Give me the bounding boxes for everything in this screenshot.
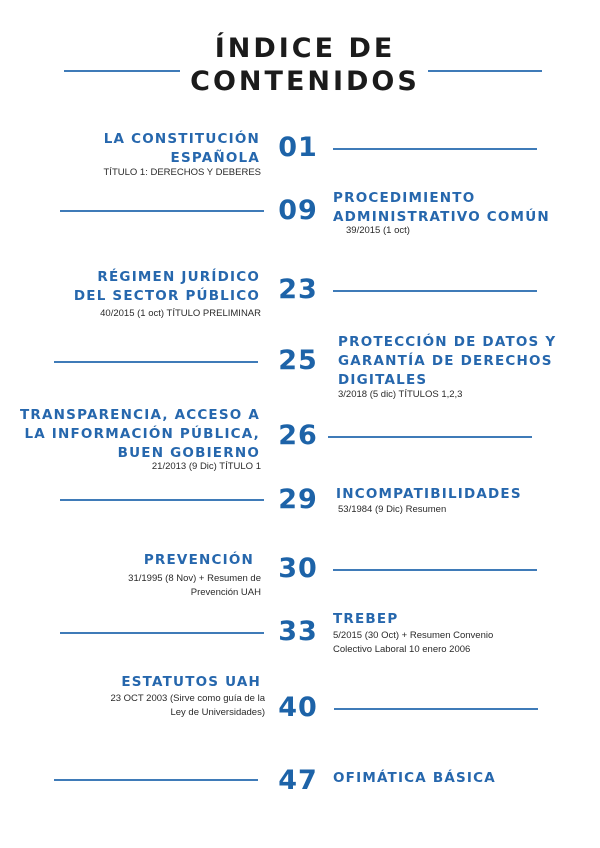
entry-number: 40 [278,692,318,723]
entry-rule [334,708,538,710]
entry-heading: TREBEP [333,611,399,627]
entry-subtitle: 3/2018 (5 dic) TÍTULOS 1,2,3 [338,389,463,400]
title-rule-left [64,70,180,72]
entry-subtitle: 39/2015 (1 oct) [346,225,410,236]
entry-rule [328,436,532,438]
entry-heading: LA CONSTITUCIÓN ESPAÑOLA [103,131,260,166]
page-title-line-1: ÍNDICE DE [214,33,396,64]
entry-rule [60,210,264,212]
page-title [150,32,460,98]
entry-number: 23 [278,274,318,305]
entry-rule [333,148,537,150]
entry-number: 29 [278,484,318,515]
entry-number: 01 [278,132,318,163]
entry-subtitle: 21/2013 (9 Dic) TÍTULO 1 [151,461,261,472]
entry-subtitle: 23 OCT 2003 (Sirve como guía de la Ley de Universidades) [110,693,265,718]
entry-heading: ESTATUTOS UAH [121,674,261,690]
entry-heading: INCOMPATIBILIDADES [336,486,522,502]
entry-number: 47 [278,765,318,796]
entry-rule [333,569,537,571]
entry-rule [60,499,264,501]
entry-rule [54,779,258,781]
entry-subtitle: TÍTULO 1: DERECHOS Y DEBERES [103,167,261,178]
entry-number: 30 [278,553,318,584]
entry-number: 33 [278,616,318,647]
entry-heading: PROTECCIÓN DE DATOS Y GARANTÍA DE DERECHOS DIGITALES [338,334,557,388]
entry-number: 26 [278,420,318,451]
entry-rule [333,290,537,292]
entry-number: 25 [278,345,318,376]
entry-number: 09 [278,195,318,226]
title-rule-right [428,70,542,72]
entry-heading: RÉGIMEN JURÍDICO DEL SECTOR PÚBLICO [73,269,260,304]
entry-rule [60,632,264,634]
entry-heading: PROCEDIMIENTO ADMINISTRATIVO COMÚN [333,190,550,225]
entry-subtitle: 40/2015 (1 oct) TÍTULO PRELIMINAR [100,308,261,319]
entry-rule [54,361,258,363]
entry-heading: PREVENCIÓN [143,552,254,568]
entry-subtitle: 53/1984 (9 Dic) Resumen [338,504,447,515]
entry-subtitle: 31/1995 (8 Nov) + Resumen de Prevención UAH [128,573,261,598]
page-title-line-2: CONTENIDOS [190,66,420,97]
entry-heading: TRANSPARENCIA, ACCESO A LA INFORMACIÓN PÚBLICA, BUEN GOBIERNO [20,407,260,461]
entry-subtitle: 5/2015 (30 Oct) + Resumen Convenio Colectivo Laboral 10 enero 2006 [333,630,494,655]
entry-heading: OFIMÁTICA BÁSICA [333,770,496,786]
